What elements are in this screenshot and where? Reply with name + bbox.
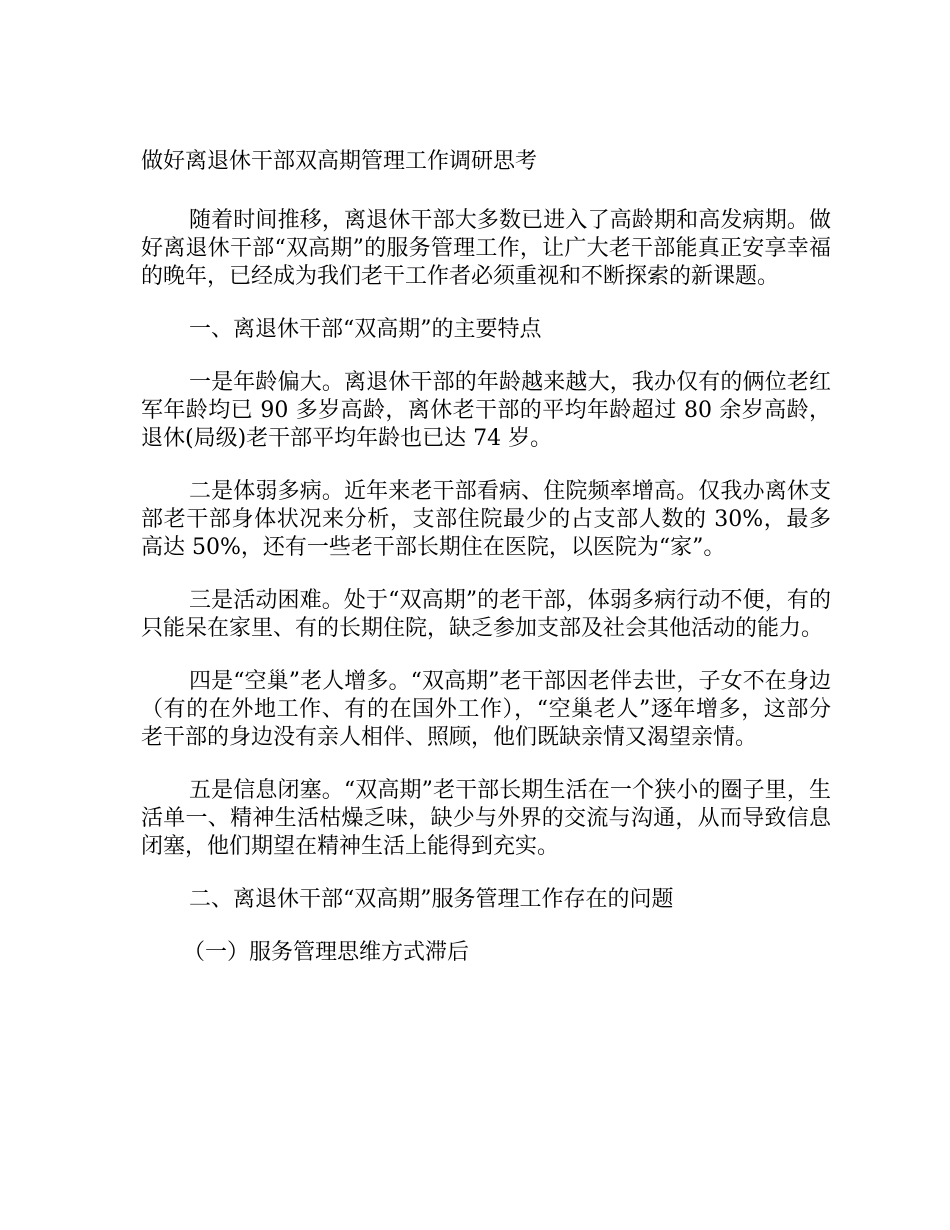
point-information-paragraph: 五是信息闭塞。“双高期”老干部长期生活在一个狭小的圈子里，生活单一、精神生活枯燥乏味，缺少与外界的交流与沟通，从而导致信息闭塞，他们期望在精神生活上能得到充实。 xyxy=(141,778,831,859)
point-empty-nest-paragraph: 四是“空巢”老人增多。“双高期”老干部因老伴去世，子女不在身边（有的在外地工作、有的在国外工作），“空巢老人”逐年增多，这部分老干部的身边没有亲人相伴、照顾，他们既缺亲情又渴望亲情。 xyxy=(141,669,831,750)
document-title: 做好离退休干部双高期管理工作调研思考 xyxy=(141,149,538,174)
point-mobility-paragraph: 三是活动困难。处于“双高期”的老干部，体弱多病行动不便，有的只能呆在家里、有的长期住院，缺乏参加支部及社会其他活动的能力。 xyxy=(141,588,831,641)
section-2-subheading: （一）服务管理思维方式滞后 xyxy=(183,940,470,965)
point-age-paragraph: 一是年龄偏大。离退休干部的年龄越来越大，我办仅有的俩位老红军年龄均已 90 多岁高龄，离休老干部的平均年龄超过 80 余岁高龄，退休(局级)老干部平均年龄也已达 74 岁。 xyxy=(141,370,831,451)
section-2-heading: 二、离退休干部“双高期”服务管理工作存在的问题 xyxy=(189,887,674,912)
section-1-heading: 一、离退休干部“双高期”的主要特点 xyxy=(189,317,542,342)
document-body xyxy=(141,144,831,967)
point-health-paragraph: 二是体弱多病。近年来老干部看病、住院频率增高。仅我办离休支部老干部身体状况来分析，支部住院最少的占支部人数的 30%，最多高达 50%，还有一些老干部长期住在医院，以医院为“家”。 xyxy=(141,479,831,560)
intro-paragraph: 随着时间推移，离退休干部大多数已进入了高龄期和高发病期。做好离退休干部“双高期”的服务管理工作，让广大老干部能真正安享幸福的晚年，已经成为我们老干工作者必须重视和不断探索的新课题。 xyxy=(141,208,831,289)
